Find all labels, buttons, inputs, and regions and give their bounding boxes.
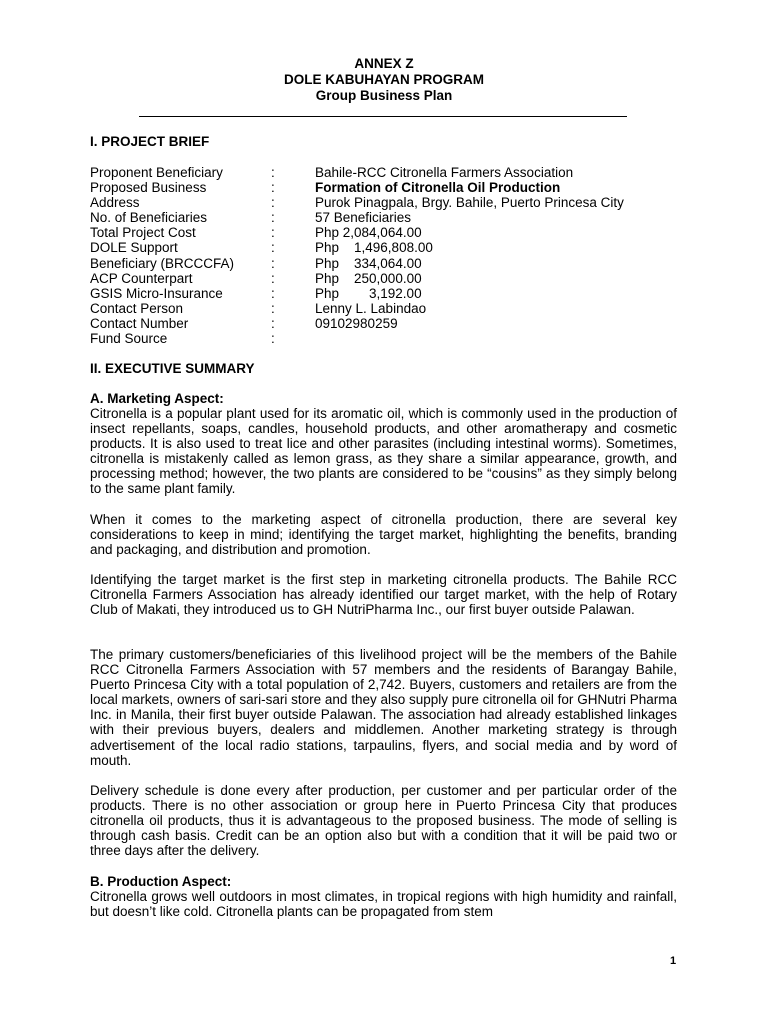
brief-colon: : bbox=[271, 195, 275, 211]
brief-row bbox=[90, 225, 690, 240]
marketing-paragraph: When it comes to the marketing aspect of citronella production, there are several key considerations to keep in mind; identifying the target market, highlighting the benefits, branding and packaging, and distribution and promotion. bbox=[90, 512, 677, 558]
brief-row bbox=[90, 165, 690, 180]
brief-row bbox=[90, 256, 690, 271]
brief-row bbox=[90, 331, 690, 346]
brief-row bbox=[90, 286, 690, 301]
plan-title: Group Business Plan bbox=[315, 88, 453, 103]
marketing-paragraph: Citronella is a popular plant used for its aromatic oil, which is commonly used in the production of insect repellants, soaps, candles, household products, and other aromatherapy and cosmetic products. It is also used to treat lice and other parasites (including intestinal worms). Sometimes, citronella is mistakenly called as lemon grass, as they share a similar appearance, growth, and processing method; however, the two plants are considered to be “cousins” as they simply belong to the same plant family. bbox=[90, 406, 677, 497]
brief-label: Address bbox=[90, 195, 140, 211]
page-number: 1 bbox=[670, 955, 677, 967]
brief-colon: : bbox=[271, 240, 275, 256]
brief-value: Php 2,084,064.00 bbox=[315, 225, 422, 241]
brief-row bbox=[90, 180, 690, 195]
brief-colon: : bbox=[271, 225, 275, 241]
executive-summary-heading: II. EXECUTIVE SUMMARY bbox=[90, 361, 255, 376]
brief-value: Purok Pinagpala, Brgy. Bahile, Puerto Princesa City bbox=[315, 195, 624, 211]
document-header bbox=[0, 56, 768, 104]
brief-value: Php 3,192.00 bbox=[315, 285, 422, 301]
header-rule bbox=[139, 116, 627, 117]
brief-colon: : bbox=[271, 180, 275, 196]
brief-value: Bahile-RCC Citronella Farmers Association bbox=[315, 165, 574, 180]
brief-value: 09102980259 bbox=[315, 315, 398, 331]
brief-row bbox=[90, 271, 690, 286]
annex-title: ANNEX Z bbox=[354, 56, 414, 71]
production-aspect-heading: B. Production Aspect: bbox=[90, 874, 232, 889]
brief-colon: : bbox=[271, 255, 275, 271]
brief-label: GSIS Micro-Insurance bbox=[90, 285, 223, 301]
project-brief-heading: I. PROJECT BRIEF bbox=[90, 134, 210, 149]
brief-colon: : bbox=[271, 270, 275, 286]
brief-colon: : bbox=[271, 300, 275, 316]
brief-colon: : bbox=[271, 165, 275, 180]
brief-label: No. of Beneficiaries bbox=[90, 210, 208, 226]
brief-label: Total Project Cost bbox=[90, 225, 196, 241]
brief-colon: : bbox=[271, 315, 275, 331]
brief-value: Php 334,064.00 bbox=[315, 255, 422, 271]
brief-value: Formation of Citronella Oil Production bbox=[315, 180, 561, 196]
brief-row bbox=[90, 316, 690, 331]
program-title: DOLE KABUHAYAN PROGRAM bbox=[283, 72, 485, 87]
brief-label: Contact Number bbox=[90, 315, 189, 331]
brief-label: ACP Counterpart bbox=[90, 270, 193, 286]
brief-row bbox=[90, 301, 690, 316]
brief-label: DOLE Support bbox=[90, 240, 178, 256]
brief-label: Proponent Beneficiary bbox=[90, 165, 223, 180]
marketing-paragraph: Delivery schedule is done every after production, per customer and per particular order of the products. There is no other association or group here in Puerto Princesa City that produces citronella oil products, thus it is advantageous to the proposed business. The mode of selling is through cash basis. Credit can be an option also but with a condition that it will be paid two or three days after the delivery. bbox=[90, 783, 677, 859]
brief-label: Beneficiary (BRCCCFA) bbox=[90, 255, 235, 271]
marketing-aspect-heading: A. Marketing Aspect: bbox=[90, 391, 224, 406]
project-brief-table bbox=[90, 165, 690, 346]
brief-colon: : bbox=[271, 210, 275, 226]
brief-label: Proposed Business bbox=[90, 180, 207, 196]
brief-value: Php 1,496,808.00 bbox=[315, 240, 433, 256]
marketing-paragraph: The primary customers/beneficiaries of this livelihood project will be the members of the Bahile RCC Citronella Farmers Association with 57 members and the residents of Barangay Bahile, Puerto Princesa City with a total population of 2,742. Buyers, customers and retailers are from the local markets, owners of sari-sari store and they also supply pure citronella oil for GHNutri Pharma Inc. in Manila, their first buyer outside Palawan. The association had already established linkages with their previous buyers, dealers and middlemen. Another marketing strategy is through advertisement of the local radio stations, tarpaulins, flyers, and social media and by word of mouth. bbox=[90, 647, 677, 768]
brief-row bbox=[90, 210, 690, 225]
brief-value: Php 250,000.00 bbox=[315, 270, 422, 286]
brief-value: Lenny L. Labindao bbox=[315, 300, 427, 316]
brief-row bbox=[90, 240, 690, 255]
brief-value bbox=[315, 331, 690, 346]
brief-row bbox=[90, 195, 690, 210]
brief-label: Contact Person bbox=[90, 300, 184, 316]
production-paragraph: Citronella grows well outdoors in most climates, in tropical regions with high humidity and rainfall, but doesn’t like cold. Citronella plants can be propagated from stem bbox=[90, 889, 677, 920]
brief-colon: : bbox=[271, 331, 275, 347]
brief-colon: : bbox=[271, 285, 275, 301]
brief-value: 57 Beneficiaries bbox=[315, 210, 412, 226]
brief-label: Fund Source bbox=[90, 331, 168, 347]
marketing-paragraph: Identifying the target market is the first step in marketing citronella products. The Bahile RCC Citronella Farmers Association has already identified our target market, with the help of Rotary Club of Makati, they introduced us to GH NutriPharma Inc., our first buyer outside Palawan. bbox=[90, 572, 677, 618]
